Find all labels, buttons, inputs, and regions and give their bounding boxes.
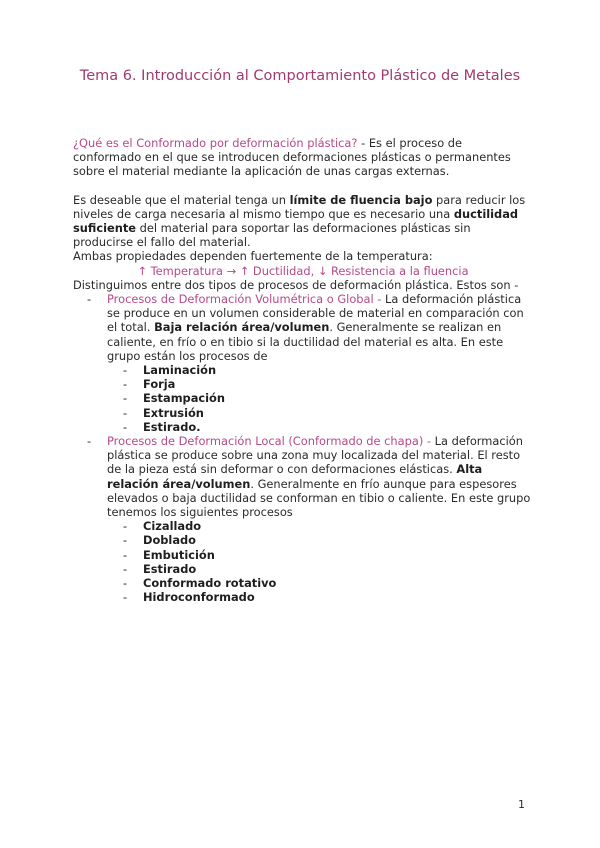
list-item-label: Estampación <box>143 391 225 406</box>
list-item-label: Laminación <box>143 363 217 378</box>
page-number: 1 <box>518 798 525 811</box>
text-segment: La deformación plástica se produce sobre una zona muy localizada del material. El resto de la pieza está sin deformar o con deformaciones elásticas. <box>107 434 523 477</box>
list-item-label: Estirado. <box>143 419 201 434</box>
list-item-label: Embutición <box>143 547 215 562</box>
bold-term: Alta relación área/volumen <box>107 462 483 491</box>
list-item <box>107 548 533 562</box>
list-dash: - <box>87 434 92 449</box>
process-type-name: Procesos de Deformación Volumétrica o Global - <box>107 292 382 307</box>
bold-term-yield-limit: límite de fluencia bajo <box>289 192 433 207</box>
list-item-label: Cizallado <box>143 519 202 534</box>
process-type-local <box>71 434 533 604</box>
page-title: Tema 6. Introducción al Comportamiento Plástico de Metales <box>79 68 521 84</box>
list-item-label: Estirado <box>143 561 197 576</box>
text-segment: del material para soportar las deformaciones plásticas sin producirse el fallo del material. <box>73 221 471 250</box>
list-dash: - <box>123 519 128 534</box>
list-item-label: Extrusión <box>143 405 204 420</box>
list-item <box>107 519 533 533</box>
list-dash: - <box>123 363 128 378</box>
list-dash: - <box>123 561 128 576</box>
intro-question: ¿Qué es el Conformado por deformación plástica? <box>73 136 358 150</box>
list-item <box>107 363 533 377</box>
types-intro-paragraph: Distinguimos entre dos tipos de procesos de deformación plástica. Estos son - <box>73 277 519 292</box>
list-item <box>107 562 533 576</box>
list-item-label: Hidroconformado <box>143 590 255 605</box>
list-dash: - <box>123 533 128 548</box>
process-list-local <box>107 519 533 604</box>
list-dash: - <box>123 590 128 605</box>
document-body <box>73 136 533 605</box>
text-segment: . Generalmente se realizan en caliente, en frío o en tibio si la ductilidad del material es alta. En este grupo están los procesos de <box>107 320 504 363</box>
temperature-paragraph: Ambas propiedades dependen fuertemente de la temperatura: <box>73 249 433 264</box>
process-type-name: Procesos de Deformación Local (Conformado de chapa) - <box>107 434 432 449</box>
list-item-label: Forja <box>143 377 176 392</box>
list-item <box>107 391 533 405</box>
list-item <box>107 377 533 391</box>
list-item <box>107 533 533 547</box>
list-item <box>107 406 533 420</box>
list-dash: - <box>123 576 128 591</box>
list-item-label: Conformado rotativo <box>143 576 277 591</box>
process-list-volumetric <box>107 363 533 434</box>
bold-term-ductility: ductilidad suficiente <box>73 206 519 236</box>
text-segment: La deformación plástica se produce en un volumen considerable de material en comparación con el total. <box>107 292 524 335</box>
bold-term: Baja relación área/volumen <box>154 320 330 335</box>
list-dash: - <box>123 391 128 406</box>
list-dash: - <box>123 547 128 562</box>
desirable-paragraph <box>73 193 533 250</box>
list-dash: - <box>123 419 128 434</box>
intro-answer: - Es el proceso de conformado en el que se introducen deformaciones plásticas o permanentes sobre el material mediante la aplicación de unas cargas externas. <box>73 136 511 179</box>
list-dash: - <box>87 292 92 307</box>
process-type-volumetric <box>71 292 533 434</box>
text-segment: Es deseable que el material tenga un <box>73 192 290 207</box>
list-item <box>107 590 533 604</box>
list-item <box>107 576 533 590</box>
process-types-list <box>73 292 533 604</box>
temperature-formula: ↑ Temperatura → ↑ Ductilidad, ↓ Resistencia a la fluencia <box>137 263 469 278</box>
intro-paragraph <box>73 136 533 179</box>
text-segment: para reducir los niveles de carga necesaria al mismo tiempo que es necesario una <box>73 192 526 221</box>
list-item <box>107 420 533 434</box>
list-dash: - <box>123 377 128 392</box>
text-segment: . Generalmente en frío aunque para espesores elevados o baja ductilidad se conforman en tibio o caliente. En este grupo tenemos los siguientes procesos <box>107 476 531 520</box>
list-item-label: Doblado <box>143 533 197 548</box>
list-dash: - <box>123 405 128 420</box>
